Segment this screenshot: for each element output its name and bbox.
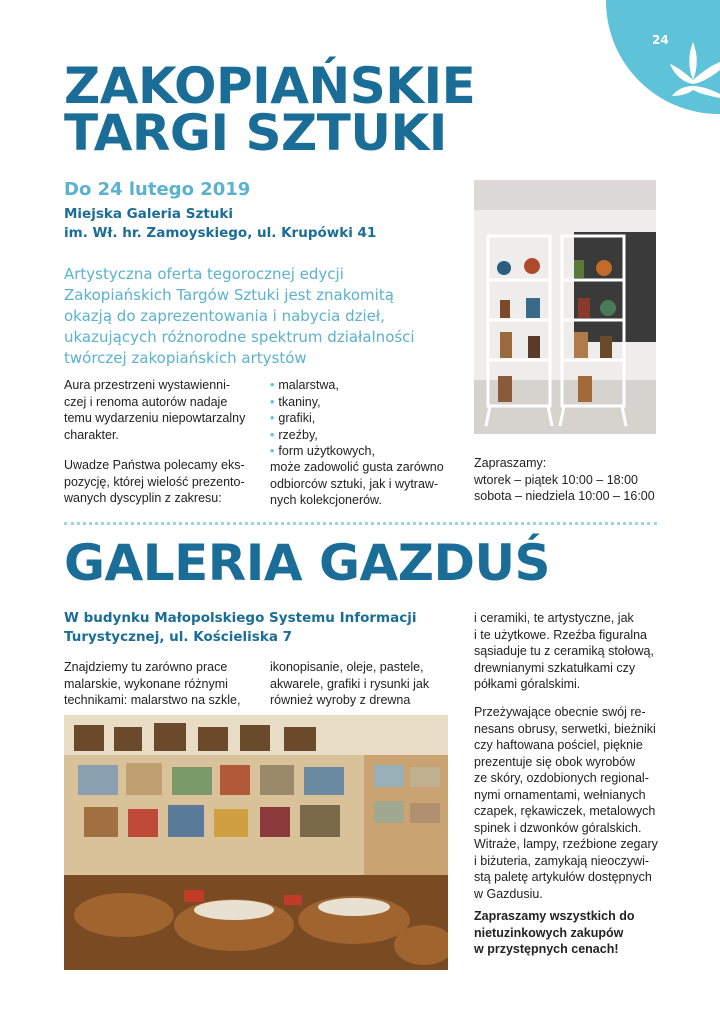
text-line: spinek i dzwonków góralskich. xyxy=(474,820,642,835)
list-item: • form użytkowych, xyxy=(270,444,375,458)
text-line: wanych dyscyplin z zakresu: xyxy=(64,491,222,505)
text-line: ikonopisanie, oleje, pastele, xyxy=(270,660,424,674)
text-line: Zapraszamy wszystkich do xyxy=(474,909,635,923)
text-line: czy haftowana pościel, pięknie xyxy=(474,738,643,752)
text-line: temu wydarzeniu niepowtarzalny xyxy=(64,411,246,425)
text-line: Znajdziemy tu zarówno prace xyxy=(64,660,228,674)
article2-col1 xyxy=(64,659,240,709)
text-line: Witraże, lampy, rzeźbione zegary xyxy=(474,837,658,851)
text-line: pozycję, której wielość prezento- xyxy=(64,474,245,489)
lead-line: okazją do zaprezentowania i nabycia dzieł, xyxy=(64,307,385,325)
text-line: i ceramiki, te artystyczne, jak xyxy=(474,611,634,625)
page-number: 24 xyxy=(652,33,669,47)
text-line: wtorek – piątek 10:00 – 18:00 xyxy=(474,472,639,487)
text-line: nych kolekcjonerów. xyxy=(270,493,382,507)
text-line: malarskie, wykonane różnymi xyxy=(64,676,228,691)
text-line: technikami: malarstwo na szkle, xyxy=(64,693,241,707)
article1-col2-after xyxy=(270,459,444,509)
article1-title-line2: TARGI SZTUKI xyxy=(64,104,447,162)
text-line: prezentuje się obok wyrobów xyxy=(474,754,636,769)
article1-title xyxy=(64,57,476,162)
text-line: ze skóry, ozdobionych regional- xyxy=(474,771,649,785)
article2-col3-paragraph2 xyxy=(474,704,658,902)
article2-col2 xyxy=(270,659,429,709)
section-divider xyxy=(64,522,657,525)
lead-line: Artystyczna oferta tegorocznej edycji xyxy=(64,265,344,283)
article1-title-line1: ZAKOPIAŃSKIE xyxy=(64,57,476,115)
article2-col3-paragraph1 xyxy=(474,610,654,693)
text-line: w Gazdusiu. xyxy=(474,886,543,901)
article1-lead xyxy=(64,264,464,369)
lead-line: Zakopiańskich Targów Sztuki jest znakomitą xyxy=(64,286,394,304)
article1-date: Do 24 lutego 2019 xyxy=(64,179,251,200)
bullet-icon: • xyxy=(270,427,275,442)
text-line: Przeżywające obecnie swój re- xyxy=(474,705,646,719)
bullet-icon: • xyxy=(270,444,275,458)
lead-line: ukazujących różnorodne spektrum działalności xyxy=(64,328,415,346)
text-line: sąsiaduje tu z ceramiką stołową, xyxy=(474,644,654,658)
text-line: i te użytkowe. Rzeźba figuralna xyxy=(474,627,648,642)
gallery-shop-interior-photo xyxy=(64,715,448,970)
article2-title: GALERIA GAZDUŚ xyxy=(64,534,551,592)
text-line: nietuzinkowych zakupów xyxy=(474,925,624,940)
text-line: również wyroby z drewna xyxy=(270,693,411,707)
article1-opening-hours xyxy=(474,455,655,505)
text-line: stą paletę artykułów dostępnych xyxy=(474,870,652,884)
text-line: Aura przestrzeni wystawienni- xyxy=(64,378,231,392)
bullet-icon: • xyxy=(270,394,275,409)
lead-line: twórczej zakopiańskich artystów xyxy=(64,349,307,367)
text-line: charakter. xyxy=(64,427,119,442)
text-line: nymi ornamentami, wełnianych xyxy=(474,787,646,802)
article1-venue-line2: im. Wł. hr. Zamoyskiego, ul. Krupówki 41 xyxy=(64,225,377,241)
article2-venue-line2: Turystycznej, ul. Kościeliska 7 xyxy=(64,629,293,645)
article1-col1-paragraph2 xyxy=(64,457,245,507)
text-line: w przystępnych cenach! xyxy=(474,942,619,956)
article2-venue xyxy=(64,609,444,647)
text-line: odbiorców sztuki, jak i wytraw- xyxy=(270,476,439,491)
article1-col1-paragraph1 xyxy=(64,377,245,443)
article2-closing xyxy=(474,908,634,958)
text-line: drewnianymi szkatułkami czy xyxy=(474,660,636,675)
article1-venue xyxy=(64,205,376,243)
article2-venue-line1: W budynku Małopolskiego Systemu Informacji xyxy=(64,610,417,626)
bullet-icon: • xyxy=(270,411,275,425)
text-line: i biżuteria, zamykają nieoczywi- xyxy=(474,853,650,868)
text-line: może zadowolić gusta zarówno xyxy=(270,460,444,474)
text-line: czej i renoma autorów nadaje xyxy=(64,394,228,409)
text-line: akwarele, grafiki i rysunki jak xyxy=(270,676,430,691)
bullet-icon: • xyxy=(270,378,275,392)
text-line: sobota – niedziela 10:00 – 16:00 xyxy=(474,489,655,503)
gallery-display-cabinets-photo xyxy=(474,180,656,434)
list-item: • grafiki, xyxy=(270,411,316,425)
text-line: Zapraszamy: xyxy=(474,456,547,470)
list-item: • malarstwa, xyxy=(270,378,339,392)
disciplines-list xyxy=(270,377,375,460)
text-line: nesans obrusy, serwetki, bieżniki xyxy=(474,721,656,736)
article1-venue-line1: Miejska Galeria Sztuki xyxy=(64,206,233,222)
text-line: półkami góralskimi. xyxy=(474,677,581,691)
list-item: • tkaniny, xyxy=(270,394,321,409)
text-line: czapek, rękawiczek, metalowych xyxy=(474,804,656,818)
leaf-logo-icon xyxy=(666,36,720,108)
text-line: Uwadze Państwa polecamy eks- xyxy=(64,458,245,472)
list-item: • rzeźby, xyxy=(270,427,318,442)
